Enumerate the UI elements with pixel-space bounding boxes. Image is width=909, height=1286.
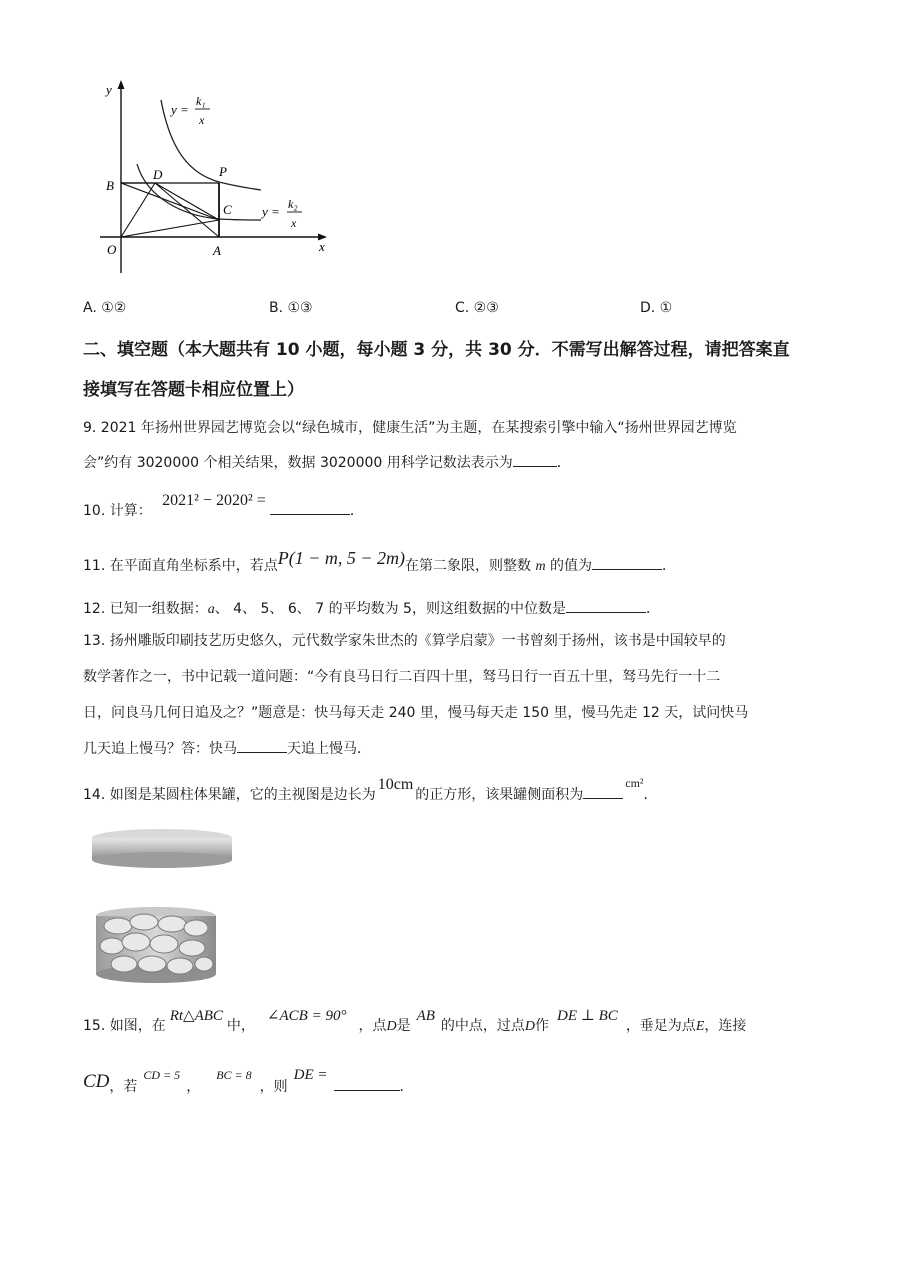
q15-t8: ，若 [109,1079,138,1095]
q15-segment-AB: AB [416,1008,435,1024]
label-curve2-num: k₂ [288,197,298,211]
q15-perpendicular: DE ⊥ BC [557,1008,618,1024]
q15-t7: ，连接 [704,1018,747,1034]
q15-t3: 是 [396,1018,411,1034]
q15-t9: ， [186,1079,201,1095]
q14-length: 10cm [377,776,414,793]
choice-b: B. ①③ [269,300,313,316]
q9-end: ． [556,455,571,471]
q11-line [83,548,677,577]
q9-line2 [83,452,571,473]
q11-var-m: m [535,559,546,574]
q13-answer-blank[interactable] [237,738,287,753]
q13-line2: 数学著作之一，书中记载一道问题：“今有良马日行二百四十里，驽马日行一百五十里，驽马先行一十二 [83,669,721,685]
q15-line2 [83,1067,414,1097]
q13-line1: 13. 扬州雕版印刷技艺历史悠久，元代数学家朱世杰的《算学启蒙》一书曾刻于扬州，该书是中国较早的 [83,633,726,649]
q10-answer-blank[interactable] [270,500,350,515]
fruit-jar-image [88,826,238,986]
q14-unit: cm² [625,776,644,790]
choice-a: A. ①② [83,300,127,316]
q11-prefix: 11. 在平面直角坐标系中，若点 [83,558,278,574]
q11-end: ． [662,558,677,574]
q15-answer-blank[interactable] [334,1076,400,1091]
q12-end: ． [645,601,660,617]
q15-triangle: Rt△ABC [169,1008,223,1024]
label-A: A [213,243,221,258]
label-curve1-prefix: y = [171,102,189,117]
label-y-axis: y [106,82,112,97]
q15-point-D: D [386,1019,397,1034]
q15-de-expression: DE = [293,1067,328,1083]
function-graph-figure [95,78,345,278]
q15-angle: ∠ACB = 90° [266,1008,347,1024]
q15-t5: 作 [535,1018,550,1034]
q15-t4: 的中点，过点 [440,1018,525,1034]
q12-answer-blank[interactable] [566,598,646,613]
q13-line3: 日，问良马几何日追及之？”题意是：快马每天走 240 里，慢马每天走 150 里，慢马先走 12 天，试问快马 [83,705,749,721]
label-C: C [223,202,232,217]
q10-prefix: 10. 计算： [83,503,152,519]
q15-point-D2: D [524,1019,536,1034]
choice-c: C. ②③ [455,300,499,316]
q15-segment-CD: CD [83,1071,110,1092]
q15-t6: ，垂足为点 [625,1018,696,1034]
section2-heading-line2: 接填写在答题卡相应位置上） [83,380,304,400]
q12-line [83,598,660,620]
q15-point-E: E [695,1019,705,1034]
q15-t2: ，点 [358,1018,387,1034]
section2-heading-line1: 二、填空题（本大题共有 10 小题，每小题 3 分，共 30 分．不需写出解答过程，请把答案直 [83,340,790,360]
q13-line4-b: 天追上慢马． [287,741,371,757]
q10-line [83,492,364,521]
q12-rest: 、 4、 5、 6、 7 的平均数为 5，则这组数据的中位数是 [214,601,566,617]
q11-middle: 在第二象限，则整数 [405,558,531,574]
label-curve2-prefix: y = [262,204,280,219]
segment-OC [121,220,219,237]
y-axis-arrow [118,80,125,89]
q9-line2-text: 会”约有 3020000 个相关结果，数据 3020000 用科学记数法表示为 [83,455,513,471]
label-D: D [153,167,163,182]
q15-t10: ，则 [259,1079,288,1095]
label-origin: O [107,242,117,257]
q11-point: P(1 − m, 5 − 2m) [277,548,405,568]
q10-end: ． [349,503,364,519]
q14-answer-blank[interactable] [583,784,623,799]
q15-end: ． [399,1079,414,1095]
label-P: P [219,164,227,179]
q15-t1: 中， [226,1018,255,1034]
label-curve1-den: x [199,113,205,127]
q14-line [83,776,658,805]
q14-middle: 的正方形，该果罐侧面积为 [415,787,584,803]
q12-var-a: a [207,602,215,617]
q14-prefix: 14. 如图是某圆柱体果罐，它的主视图是边长为 [83,787,376,803]
label-B: B [106,178,114,193]
choice-d: D. ① [640,300,673,316]
jar-fruit-pieces [100,914,213,974]
q15-line1 [83,1008,747,1037]
q9-answer-blank[interactable] [513,452,557,467]
q9-line1: 9. 2021 年扬州世界园艺博览会以“绿色城市，健康生活”为主题，在某搜索引擎中输入“扬州世界园艺博览 [83,420,737,436]
q14-end: ． [643,787,658,803]
label-curve1-num: k₁ [196,94,206,108]
q10-expression: 2021² − 2020² = [162,492,266,509]
segment-OD [121,183,155,237]
q11-suffix: 的值为 [550,558,593,574]
q15-prefix: 15. 如图，在 [83,1018,166,1034]
q15-bc-value: BC = 8 [216,1068,252,1082]
label-x-axis: x [319,239,325,254]
q12-prefix: 12. 已知一组数据： [83,601,208,617]
jar-lid-bottom [92,852,232,868]
label-curve2-den: x [291,216,297,230]
q13-line4-a: 几天追上慢马？答：快马 [83,741,237,757]
q13-line4 [83,738,371,759]
q11-answer-blank[interactable] [592,555,662,570]
q15-cd-value: CD = 5 [143,1068,181,1082]
